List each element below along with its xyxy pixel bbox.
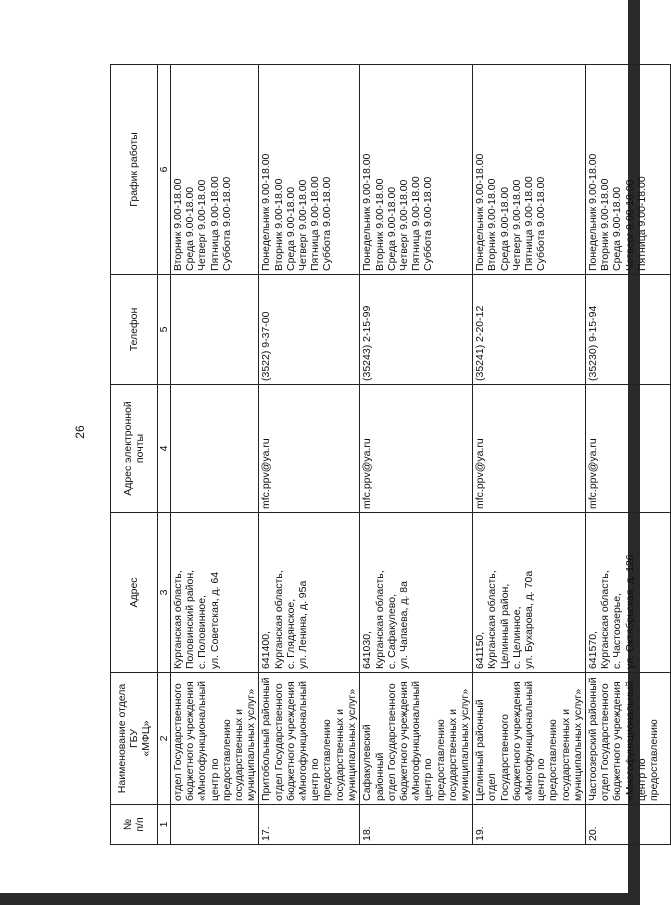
header-num: № п/п [111,805,158,845]
cell-schedule: Понедельник 9.00-18.00 Вторник 9.00-18.00 Среда 9.00-18.00 Четверг 9.00-18.00 Пятница 9.00-18.00 Суббота 9.00-18.00 [259,65,360,275]
cell-email: mfc.ppv@ya.ru [259,385,360,513]
cell-phone: (35241) 2-20-12 [473,275,586,385]
cell-department-name: отдел Государственного бюджетного учреждения «Многофункциональный центр по предоставлению государственных и муниципальных услуг» [171,673,259,805]
header-name: Наименование отдела ГБУ «МФЦ» [111,673,158,805]
cell-schedule: Понедельник 9.00-18.00 Вторник 9.00-18.00 Среда 9.00-18.00 Четверг 9.00-18.00 Пятница 9.00-18.00 Суббота 9.00-18.00 [473,65,586,275]
cell-email [171,385,259,513]
cell-address: Курганская область, Половинский район, с. Половинное, ул. Советская, д. 64 [171,513,259,673]
cell-address: 641030, Курганская область, с. Сафакулево, ул. Чапаева, д. 8а [360,513,473,673]
table-row [259,65,360,845]
header-address: Адрес [111,513,158,673]
column-index: 2 [158,673,171,805]
mfc-offices-table [110,64,671,845]
table-row [360,65,473,845]
cell-num: 19. [473,805,586,845]
scan-border-bottom [0,893,640,905]
column-index-row [158,65,171,845]
cell-email: mfc.ppv@ya.ru [586,385,671,513]
table-row [586,65,671,845]
cell-schedule: Вторник 9.00-18.00 Среда 9.00-18.00 Четверг 9.00-18.00 Пятница 9.00-18.00 Суббота 9.00-18.00 [171,65,259,275]
cell-num: 17. [259,805,360,845]
table-row [171,65,259,845]
cell-department-name: Целинный районный отдел Государственного бюджетного учреждения «Многофункциональный центр по предоставлению государственных и муниципальных услуг» [473,673,586,805]
cell-department-name: Частоозерский районный отдел Государственного бюджетного учреждения «Многофункциональный центр по предоставлению [586,673,671,805]
cell-num [171,805,259,845]
cell-phone: (35230) 9-15-94 [586,275,671,385]
cell-schedule: Понедельник 9.00-18.00 Вторник 9.00-18.00 Среда 9.00-18.00 Четверг 9.00-18.00 Пятница 9.00-18.00 Суббота 9.00-18.00 [360,65,473,275]
column-index: 6 [158,65,171,275]
column-index: 3 [158,513,171,673]
column-index: 5 [158,275,171,385]
header-phone: Телефон [111,275,158,385]
cell-num: 20. [586,805,671,845]
mfc-offices-table-wrapper [110,65,661,845]
cell-email: mfc.ppv@ya.ru [360,385,473,513]
table-row [473,65,586,845]
cell-phone: (35243) 2-15-99 [360,275,473,385]
cell-num: 18. [360,805,473,845]
cell-address: 641150, Курганская область, Целинный район, с. Целинное, ул. Бухарова, д. 70а [473,513,586,673]
cell-phone: (3522) 9-37-00 [259,275,360,385]
cell-department-name: Притобольный районный отдел Государственного бюджетного учреждения «Многофункциональный центр по предоставлению государственных и муниципальных услуг» [259,673,360,805]
cell-address: 641400, Курганская область, с. Глядянское, ул. Ленина, д. 95а [259,513,360,673]
cell-department-name: Сафакулевский районный отдел Государственного бюджетного учреждения «Многофункциональный центр по предоставлению государственных и муниципальных услуг» [360,673,473,805]
cell-phone [171,275,259,385]
cell-address: 641570, Курганская область, с. Частоозерье, ул. Октябрьская, д. 126 [586,513,671,673]
column-index: 4 [158,385,171,513]
cell-schedule: Понедельник 9.00-18.00 Вторник 9.00-18.00 Среда 9.00-18.00 Четверг 9.00-18.00 Пятница 9.00-18.00 [586,65,671,275]
column-index: 1 [158,805,171,845]
page-number: 26 [73,425,87,439]
header-row [111,65,158,845]
header-email: Адрес электронной почты [111,385,158,513]
cell-email: mfc.ppv@ya.ru [473,385,586,513]
header-schedule: График работы [111,65,158,275]
